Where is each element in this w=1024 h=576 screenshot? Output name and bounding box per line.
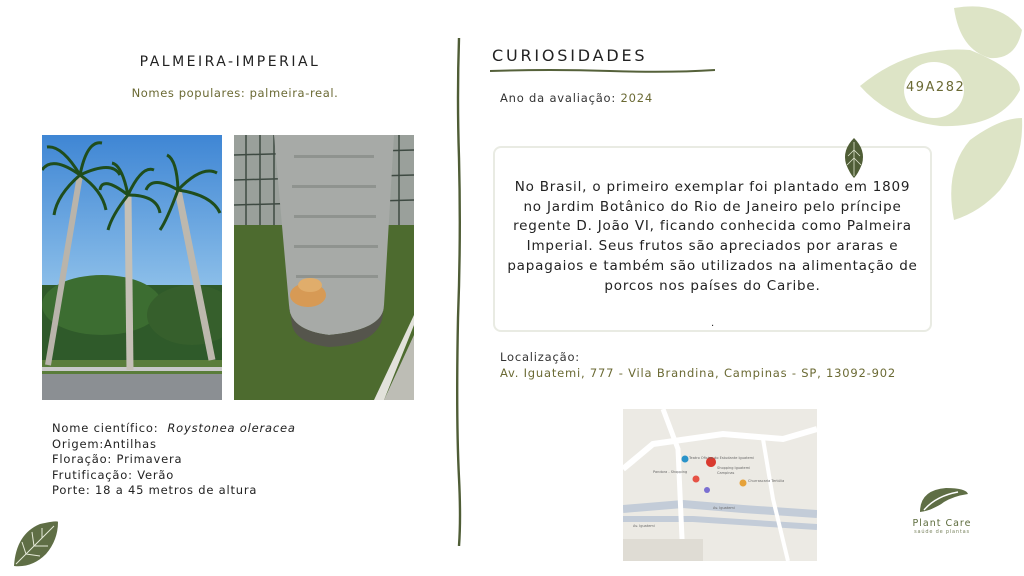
curiosity-dot: .: [711, 318, 715, 329]
popular-names-label: Nomes populares:: [131, 86, 246, 100]
leaf-icon: [10, 520, 62, 570]
evaluation-year-value: 2024: [620, 91, 654, 105]
svg-text:Av. Iguatemi: Av. Iguatemi: [713, 506, 735, 510]
popular-names: [90, 86, 380, 100]
plant-care-logo-icon: [914, 484, 970, 516]
svg-text:Pandora - Shopping: Pandora - Shopping: [653, 470, 688, 474]
plant-facts: [52, 421, 296, 499]
scientific-name: [52, 421, 296, 437]
svg-text:Teatro Oficina do Estudante Ig: Teatro Oficina do Estudante Iguatemi: [689, 456, 755, 460]
svg-text:Shopping Iguatemi: Shopping Iguatemi: [717, 466, 751, 470]
vertical-divider: [455, 38, 463, 546]
svg-text:Churrascaria Tertúlia: Churrascaria Tertúlia: [748, 479, 785, 483]
title-underline: [490, 66, 715, 76]
svg-text:Av. Iguatemi: Av. Iguatemi: [633, 524, 655, 528]
flowering: Floração: Primavera: [52, 452, 183, 467]
logo-tagline: saúde de plantas: [914, 529, 970, 535]
plant-care-logo: [904, 484, 980, 544]
evaluation-year-label: Ano da avaliação:: [500, 91, 617, 105]
curiosities-title: CURIOSIDADES: [492, 46, 648, 65]
location-map[interactable]: [623, 409, 817, 561]
evaluation-code: 49A282: [906, 80, 966, 95]
location-label: Localização:: [500, 350, 580, 364]
decorative-leaves: [860, 0, 1024, 225]
fruiting: Frutificação: Verão: [52, 467, 175, 482]
logo-name: Plant Care: [912, 518, 972, 529]
plant-size: Porte: 18 a 45 metros de altura: [52, 483, 258, 498]
svg-text:Campinas: Campinas: [717, 471, 735, 475]
trunk-photo: [234, 135, 414, 400]
location-address: Av. Iguatemi, 777 - Vila Brandina, Campinas - SP, 13092-902: [500, 366, 896, 380]
scientific-name-value: Roystonea oleracea: [167, 421, 296, 435]
scientific-name-label: Nome científico:: [52, 421, 159, 435]
evaluation-year: [500, 91, 653, 105]
curiosity-text: No Brasil, o primeiro exemplar foi plantado em 1809 no Jardim Botânico do Rio de Janeiro pelo príncipe regente D. João VI, ficando conhecida como Palmeira Imperial. Seus frutos são apreciados por araras e papagaios e também são utilizados na alimentação de porcos nos países do Caribe.: [507, 179, 918, 294]
popular-names-value: palmeira-real.: [249, 86, 339, 100]
origin: Origem:Antilhas: [52, 436, 157, 451]
palm-trees-photo: [42, 135, 222, 400]
plant-title: PALMEIRA-IMPERIAL: [139, 54, 321, 70]
